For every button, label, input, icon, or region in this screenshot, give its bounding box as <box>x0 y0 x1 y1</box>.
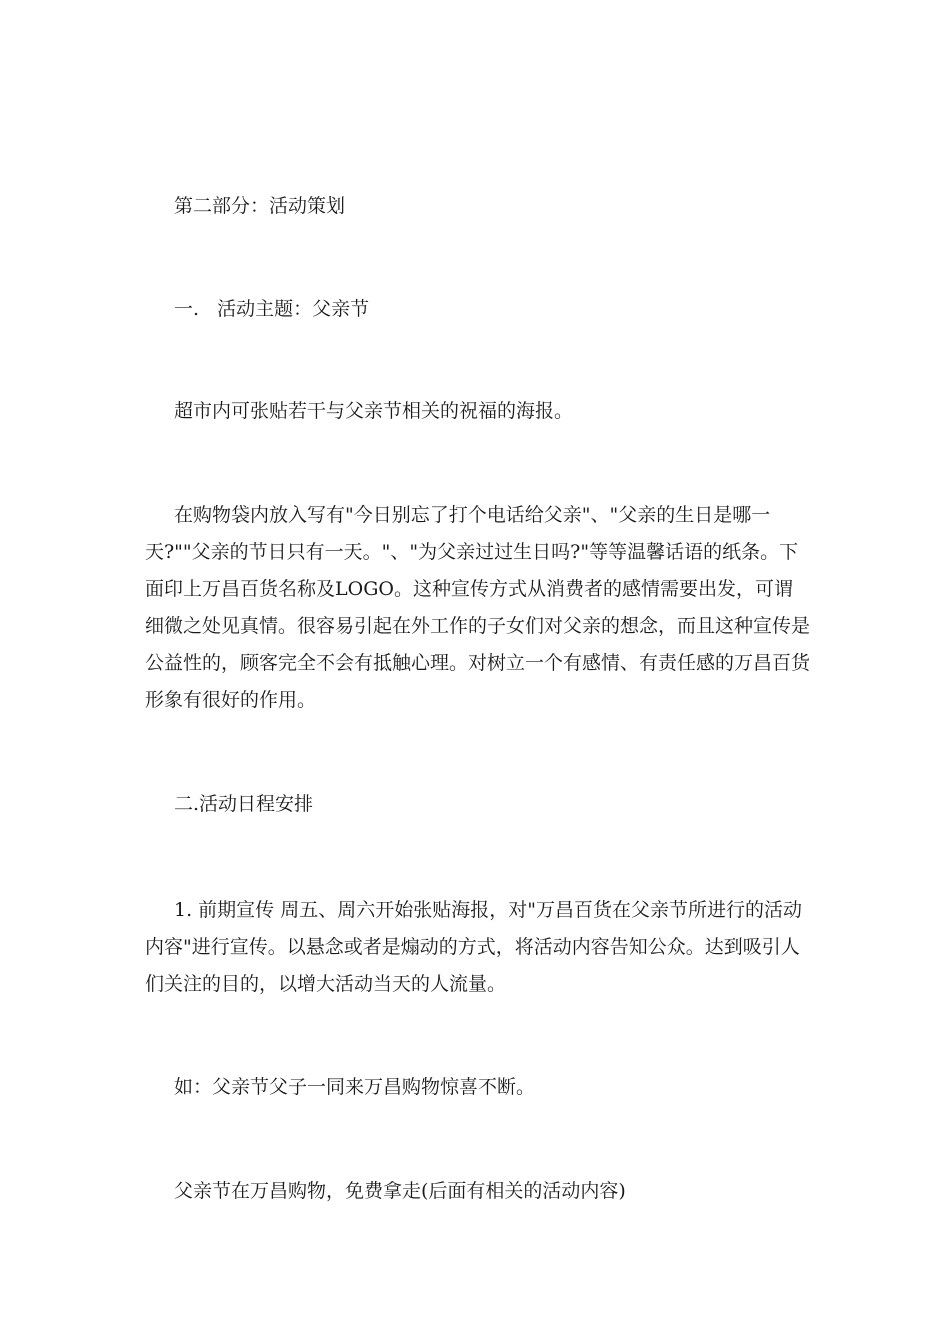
section-title: 第二部分：活动策划 <box>174 195 346 217</box>
heading-activity-schedule: 二.活动日程安排 <box>174 793 314 815</box>
paragraph-example-slogan: 如：父亲节父子一同来万昌购物惊喜不断。 <box>174 1076 536 1098</box>
paragraph-free-take-away: 父亲节在万昌购物，免费拿走(后面有相关的活动内容) <box>174 1180 626 1202</box>
paragraph-early-promotion: 1. 前期宣传 周五、周六开始张贴海报，对"万昌百货在父亲节所进行的活动内容"进行宣传。以悬念或者是煽动的方式，将活动内容告知公众。达到吸引人们关注的目的，以增大活动当天的人流量。 <box>145 899 802 995</box>
heading-activity-theme: 一. 活动主题：父亲节 <box>174 298 370 320</box>
paragraph-shopping-bag-notes: 在购物袋内放入写有"今日别忘了打个电话给父亲"、"父亲的生日是哪一天?""父亲的节日只有一天。"、"为父亲过过生日吗?"等等温馨话语的纸条。下面印上万昌百货名称及LOGO。这种宣传方式从消费者的感情需要出发，可谓细微之处见真情。很容易引起在外工作的子女们对父亲的想念，而且这种宣传是公益性的，顾客完全不会有抵触心理。对树立一个有感情、有责任感的万昌百货形象有很好的作用。 <box>145 504 811 711</box>
paragraph-posters: 超市内可张贴若干与父亲节相关的祝福的海报。 <box>174 400 574 422</box>
